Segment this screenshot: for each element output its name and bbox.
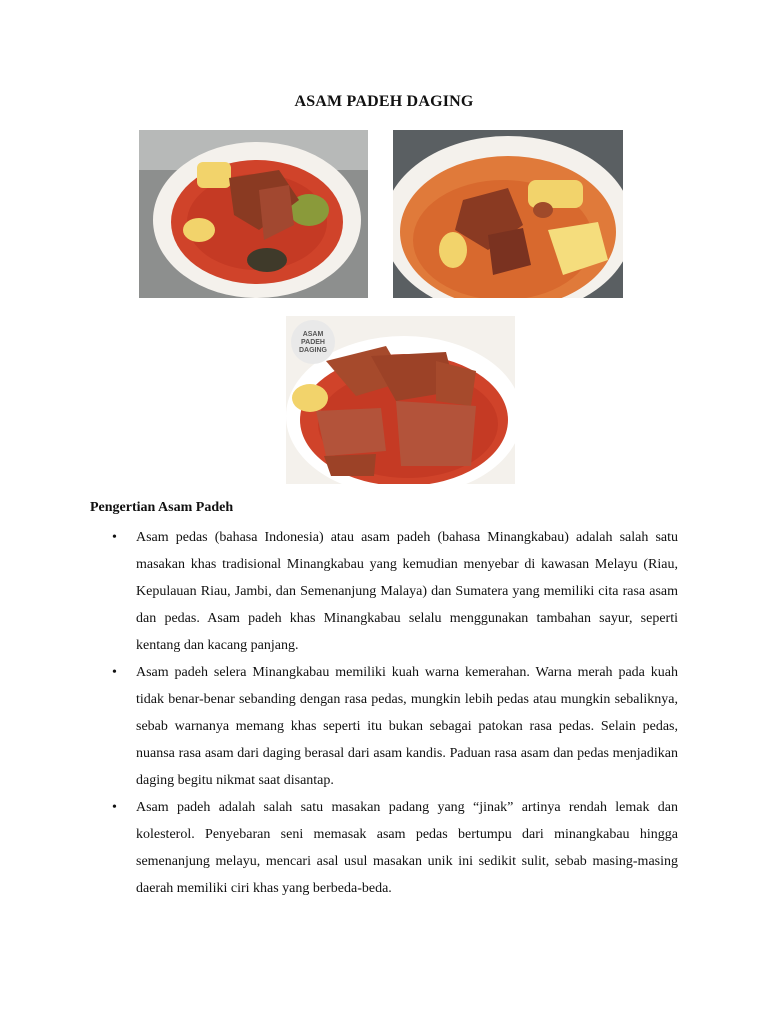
bullet-icon: • xyxy=(112,800,117,815)
photo-stamp-label: DAGING xyxy=(299,347,327,354)
food-photo-2-illustration xyxy=(393,130,623,298)
photo-stamp-label: ASAM xyxy=(302,331,324,338)
food-photo-3-illustration xyxy=(286,316,515,484)
list-item-text: Asam pedas (bahasa Indonesia) atau asam padeh (bahasa Minangkabau) adalah salah satu masakan khas tradisional Minangkabau yang kemudian menyebar di kawasan Melayu (Riau, Kepulauan Riau, Jambi, dan Semenanjung Malaya) dan Sumatera yang memiliki cita rasa asam dan pedas. Asam padeh khas Minangkabau selalu menggunakan tambahan sayur, seperti kentang dan kacang panjang. xyxy=(136,530,678,653)
section-heading: Pengertian Asam Padeh xyxy=(90,500,234,515)
photo-stamp-label: PADEH xyxy=(301,339,325,346)
food-photo-1 xyxy=(139,130,368,298)
list-item xyxy=(90,794,678,902)
list-item-text: Asam padeh selera Minangkabau memiliki kuah warna kemerahan. Warna merah pada kuah tidak benar-benar sebanding dengan rasa pedas, mungkin lebih pedas atau mungkin sebaliknya, sebab warnanya memang khas seperti itu bukan sebagai patokan rasa pedas. Selain pedas, nuansa rasa asam dari daging berasal dari asam kandis. Paduan rasa asam dan pedas menjadikan daging begitu nikmat saat disantap. xyxy=(136,665,678,788)
bullet-icon: • xyxy=(112,665,117,680)
food-photo-1-illustration xyxy=(139,130,368,298)
definition-list xyxy=(90,524,678,902)
list-item-text: Asam padeh adalah salah satu masakan padang yang “jinak” artinya rendah lemak dan kolesterol. Penyebaran seni memasak asam pedas bertumpu dari minangkabau hingga semenanjung melayu, mencari asal usul masakan unik ini sedikit sulit, sebab masing-masing daerah memiliki ciri khas yang berbeda-beda. xyxy=(136,800,678,896)
document-title: ASAM PADEH DAGING xyxy=(294,93,474,110)
bullet-icon: • xyxy=(112,530,117,545)
list-item xyxy=(90,659,678,794)
food-photo-3 xyxy=(286,316,515,484)
food-photo-2 xyxy=(393,130,623,298)
list-item xyxy=(90,524,678,659)
